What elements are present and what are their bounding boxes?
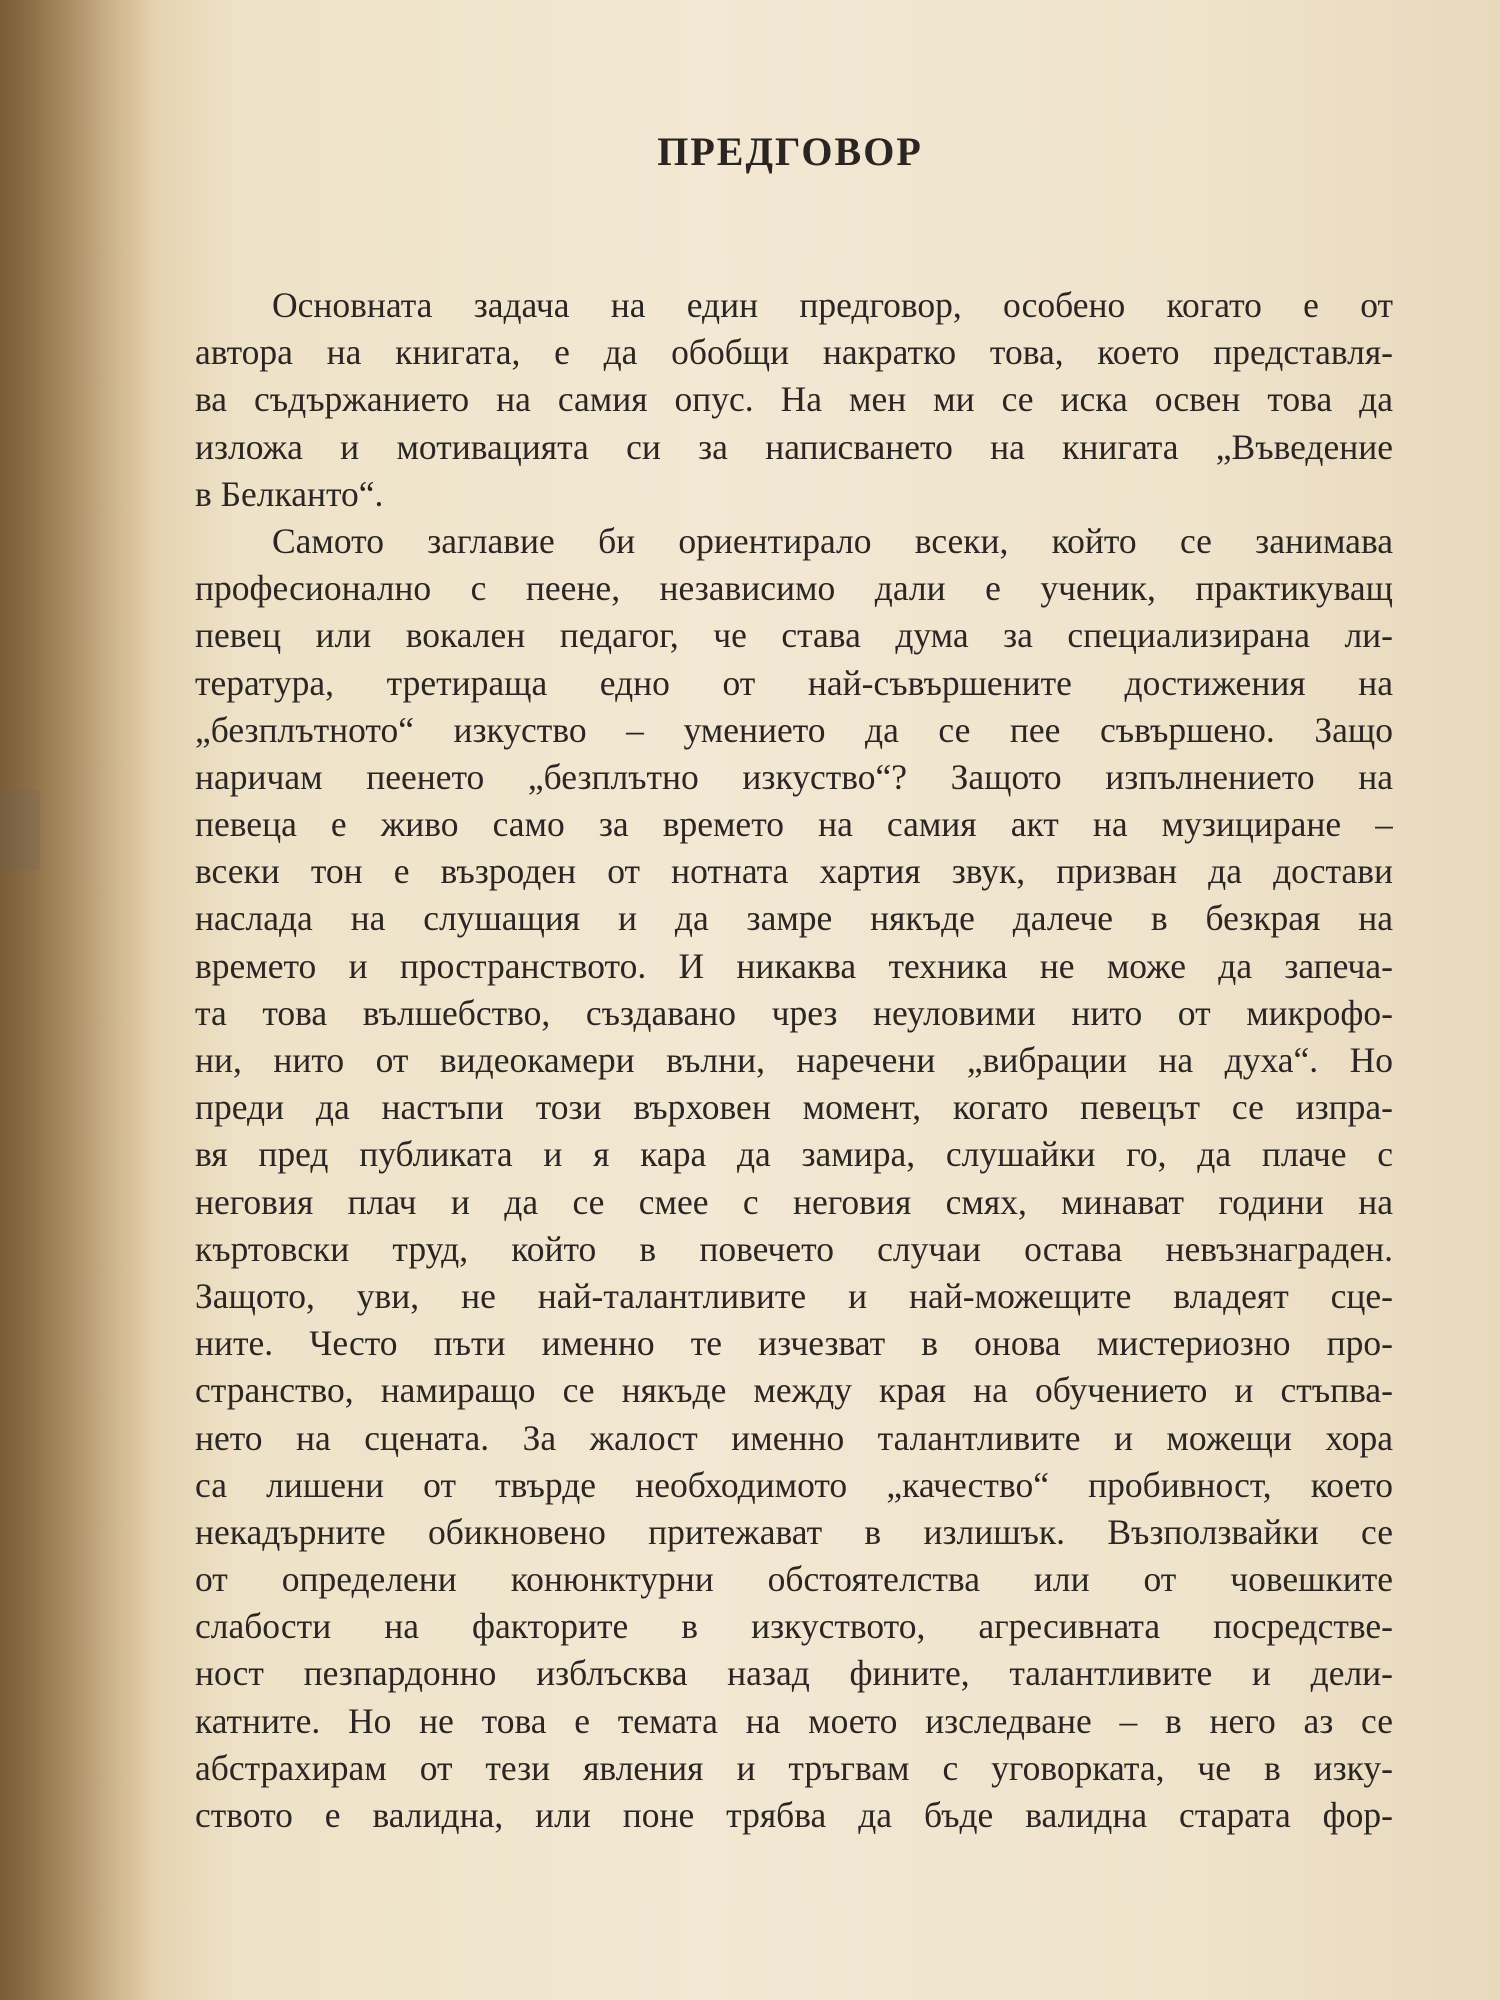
- text-line: ните. Често пъти именно те изчезват в онова мистериозно про-: [195, 1323, 1393, 1364]
- text-line: наслада на слушащия и да замре някъде далече в безкрая на: [195, 898, 1393, 939]
- text-line: вя пред публиката и я кара да замира, слушайки го, да плаче с: [195, 1134, 1393, 1175]
- page-title: ПРЕДГОВОР: [657, 129, 923, 174]
- text-line: странство, намиращо се някъде между края на обучението и стъпва-: [195, 1370, 1393, 1411]
- text-line: некадърните обикновено притежават в излишък. Възползвайки се: [195, 1511, 1393, 1552]
- text-line: Защото, уви, не най-талантливите и най-можещите владеят сце-: [195, 1275, 1393, 1316]
- text-line: Основната задача на един предговор, особено когато е от: [272, 285, 1393, 325]
- text-line: „безплътното“ изкуство – умението да се пее съвършено. Защо: [195, 709, 1393, 750]
- text-line: певеца е живо само за времето на самия акт на музициране –: [195, 804, 1393, 845]
- text-line: наричам пеенето „безплътно изкуство“? Защото изпълнението на: [195, 756, 1393, 797]
- text-line: нето на сцената. За жалост именно талантливите и можещи хора: [195, 1417, 1393, 1458]
- text-line: катните. Но не това е темата на моето изследване – в него аз се: [195, 1700, 1393, 1741]
- text-line: професионално с пеене, независимо дали е ученик, практикуващ: [195, 568, 1393, 609]
- text-line: всеки тон е възроден от нотната хартия звук, призван да достави: [195, 851, 1393, 892]
- spine-shadow: [0, 0, 150, 2000]
- text-line: слабости на факторите в изкуството, агресивната посредстве-: [195, 1606, 1393, 1647]
- text-line: от определени конюнктурни обстоятелства или от човешките: [195, 1559, 1393, 1600]
- text-line: ството е валидна, или поне трябва да бъде валидна старата фор-: [195, 1795, 1393, 1835]
- text-line: тература, третираща едно от най-съвършените достижения на: [195, 662, 1393, 703]
- text-line: ни, нито от видеокамери вълни, наречени „вибрации на духа“. Но: [195, 1040, 1393, 1080]
- text-line: неговия плач и да се смее с неговия смях, минават години на: [195, 1181, 1393, 1222]
- text-line: автора на книгата, е да обобщи накратко това, което представля-: [195, 332, 1393, 373]
- facing-page-edge: [0, 790, 40, 870]
- text-line: абстрахирам от тези явления и тръгвам с уговорката, че в изку-: [195, 1747, 1393, 1788]
- text-line: преди да настъпи този върховен момент, когато певецът се изпра-: [195, 1087, 1393, 1128]
- text-line: та това вълшебство, създавано чрез неуловими нито от микрофо-: [195, 992, 1393, 1033]
- text-line: певец или вокален педагог, че става дума за специализирана ли-: [195, 615, 1393, 656]
- text-line: изложа и мотивацията си за написването на книгата „Въведение: [195, 426, 1393, 467]
- text-line: къртовски труд, който в повечето случаи остава невъзнаграден.: [195, 1228, 1393, 1269]
- text-line: са лишени от твърде необходимото „качество“ пробивност, което: [195, 1464, 1393, 1505]
- text-line: времето и пространството. И никаква техника не може да запеча-: [195, 945, 1393, 986]
- text-line: ва съдържанието на самия опус. На мен ми се иска освен това да: [195, 379, 1393, 420]
- text-line: Самото заглавие би ориентирало всеки, който се занимава: [272, 520, 1393, 561]
- text-line: в Белканто“.: [195, 473, 384, 514]
- text-line: ност пезпардонно изблъсква назад фините, талантливите и дели-: [195, 1653, 1393, 1694]
- body-text: [195, 282, 1393, 1839]
